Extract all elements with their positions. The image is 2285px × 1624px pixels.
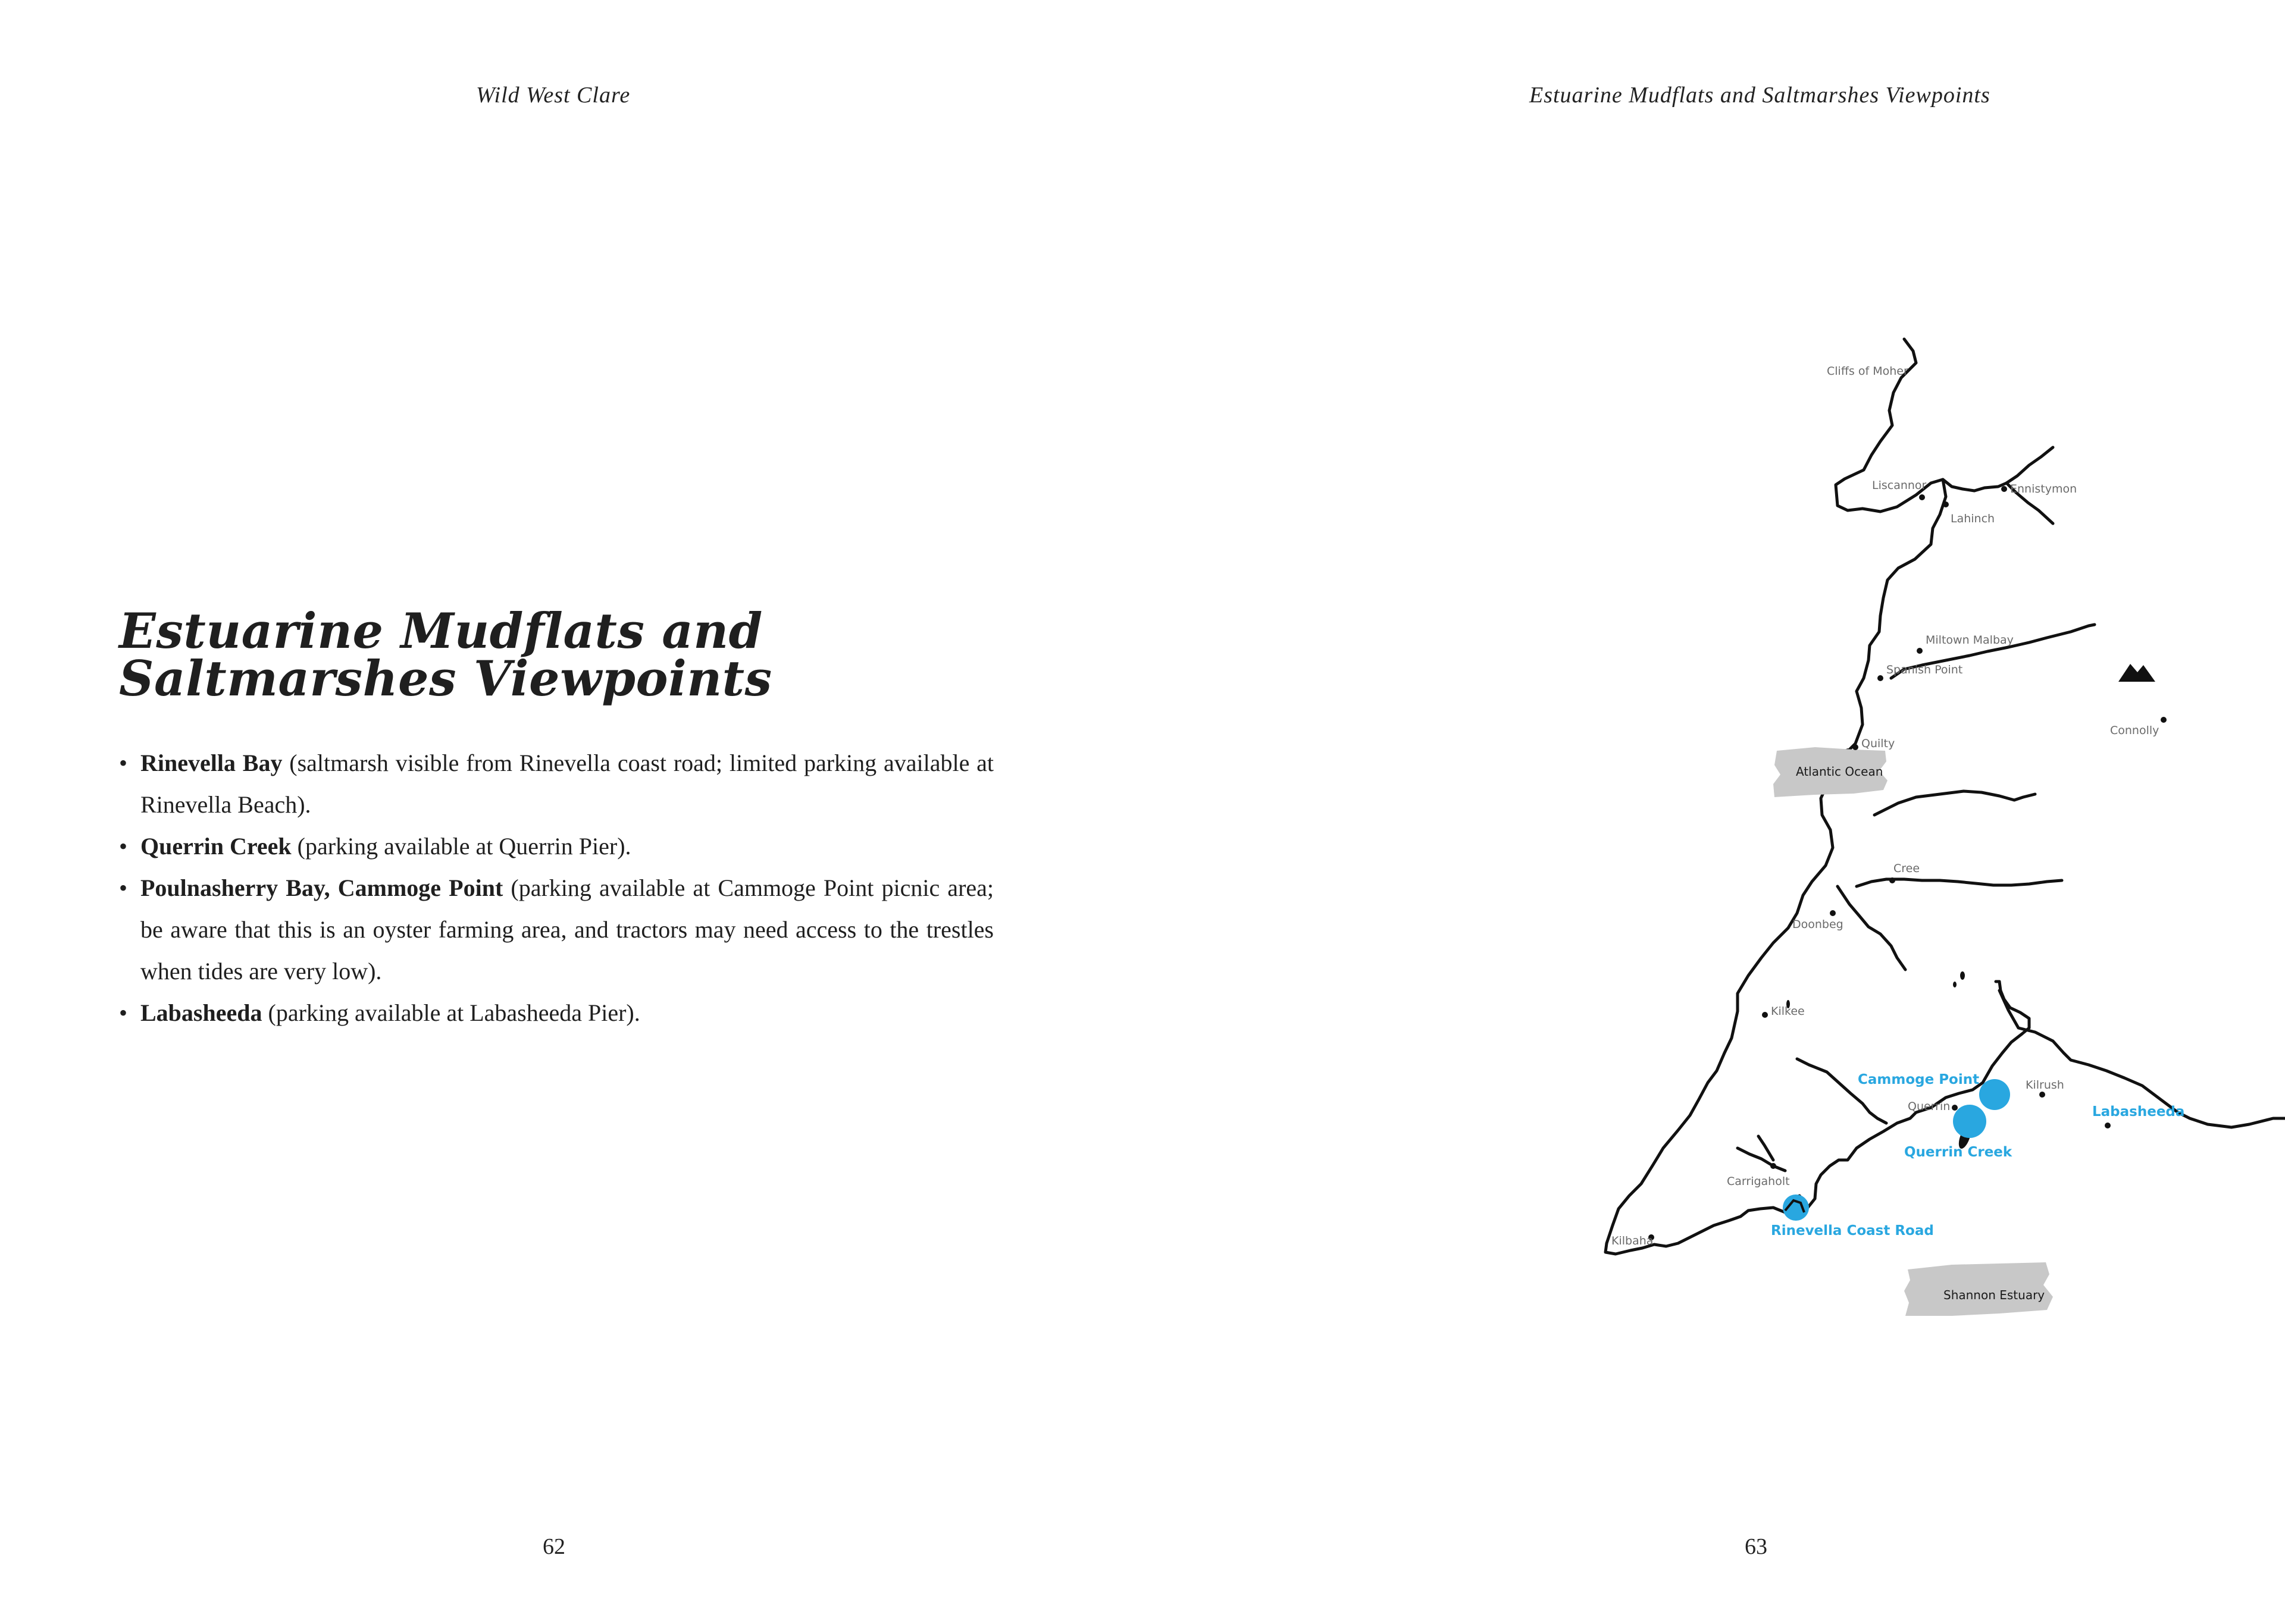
town-dot-quilty <box>1852 744 1858 750</box>
label-kilkee: Kilkee <box>1771 1005 1805 1018</box>
querrin-creek-marker <box>1953 1105 1986 1138</box>
site-detail: (parking available at Labasheeda Pier). <box>262 999 640 1026</box>
label-querrin: Querrin <box>1908 1100 1951 1113</box>
label-cliffs-of-moher: Cliffs of Moher <box>1827 365 1908 378</box>
page-number-right: 63 <box>1745 1534 1767 1559</box>
town-dot-spanish-point <box>1877 675 1883 681</box>
town-dot-labasheeda <box>2105 1123 2111 1128</box>
left-page <box>0 0 1142 1624</box>
river-cree <box>1857 879 2062 886</box>
label-liscannor: Liscannor <box>1872 479 1927 492</box>
town-dot-doonbeg <box>1830 910 1836 916</box>
site-name: Querrin Creek <box>140 833 292 860</box>
town-dot-connolly <box>2161 717 2167 723</box>
label-rinevella-coast-road: Rinevella Coast Road <box>1771 1223 1934 1239</box>
label-labasheeda: Labasheeda <box>2092 1104 2185 1120</box>
list-item <box>119 742 994 826</box>
list-item <box>119 826 994 867</box>
label-connolly: Connolly <box>2110 724 2159 737</box>
site-detail: (parking available at Querrin Pier). <box>291 833 631 860</box>
site-name: Poulnasherry Bay, Cammoge Point <box>140 874 503 901</box>
label-doonbeg: Doonbeg <box>1792 918 1843 931</box>
page-number-left: 62 <box>543 1534 565 1559</box>
running-head-right: Estuarine Mudflats and Saltmarshes Viewpoints <box>1529 83 1990 108</box>
west-clare-map <box>1142 0 2285 1624</box>
island-doonbeg-2 <box>1953 982 1957 987</box>
town-dot-querrin <box>1952 1105 1958 1111</box>
site-name: Labasheeda <box>140 999 262 1026</box>
label-shannon-estuary: Shannon Estuary <box>1943 1288 2045 1302</box>
river-querrin <box>1797 1059 1886 1123</box>
label-cammoge-point: Cammoge Point <box>1858 1072 1980 1087</box>
label-quilty: Quilty <box>1861 737 1895 750</box>
label-kilrush: Kilrush <box>2026 1079 2064 1092</box>
label-cree: Cree <box>1893 862 1920 875</box>
label-querrin-creek: Querrin Creek <box>1904 1145 2012 1160</box>
label-kilbaha: Kilbaha <box>1611 1234 1654 1247</box>
label-spanish-point: Spanish Point <box>1886 663 1963 676</box>
river-carrigaholt <box>1738 1148 1785 1171</box>
section-title: Estuarine Mudflats and Saltmarshes Viewpoints <box>119 603 772 707</box>
label-carrigaholt: Carrigaholt <box>1727 1175 1790 1188</box>
river-doonbeg <box>1838 886 1905 970</box>
label-lahinch: Lahinch <box>1951 512 1995 525</box>
town-dot-carrigaholt <box>1770 1163 1776 1169</box>
running-head-left: Wild West Clare <box>476 83 631 108</box>
site-name: Rinevella Bay <box>140 750 283 776</box>
town-dot-kilrush <box>2039 1092 2045 1098</box>
viewpoint-list <box>119 742 994 1034</box>
town-dot-cree <box>1889 877 1895 883</box>
site-detail: (parking available at Cammoge Point picnic area; be aware that this is an oyster farming area, and tractors may need access to the trestles when tides are very low). <box>140 874 994 985</box>
label-ennistymon: Ennistymon <box>2010 482 2077 496</box>
mountain-icon <box>2118 664 2155 682</box>
town-dot-liscannor <box>1919 494 1925 500</box>
town-dot-miltown <box>1917 648 1923 654</box>
town-dot-ennistymon <box>2001 486 2007 492</box>
town-dot-lahinch <box>1943 501 1949 507</box>
right-page <box>1142 0 2285 1624</box>
island-doonbeg-1 <box>1960 971 1965 980</box>
town-dot-kilkee <box>1762 1012 1768 1018</box>
river-carrigaholt-north <box>1758 1136 1773 1160</box>
site-detail: (saltmarsh visible from Rinevella coast road; limited parking available at Rinevella Beach). <box>140 750 994 818</box>
label-miltown-malbay: Miltown Malbay <box>1926 634 2014 647</box>
cammoge-point-marker <box>1979 1079 2010 1110</box>
list-item <box>119 992 994 1034</box>
label-atlantic-ocean: Atlantic Ocean <box>1796 764 1883 779</box>
list-item <box>119 867 994 992</box>
river-quilty <box>1874 791 2035 815</box>
